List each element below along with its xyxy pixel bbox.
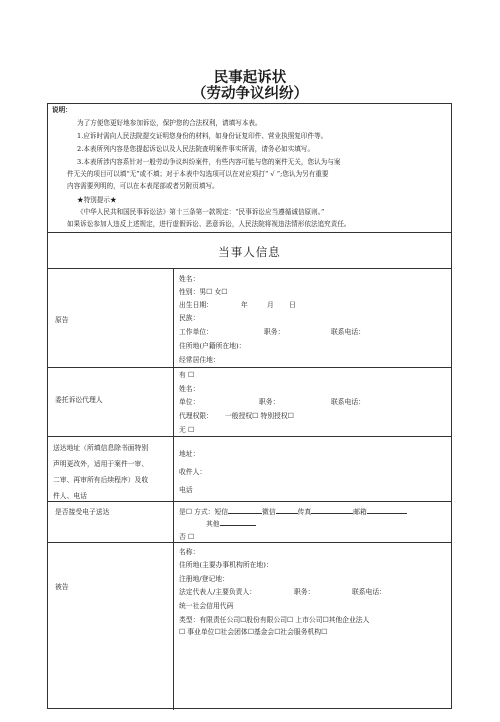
plaintiff-dob-field[interactable]: 出生日期： (179, 301, 213, 309)
law-quote-line1: 《中华人民共和国民事诉讼法》第十三条第一款规定：“民事诉讼应当遵循诚信原则。” (77, 208, 325, 216)
plaintiff-name-field[interactable]: 姓名： (179, 275, 200, 283)
agent-has-checkbox[interactable]: 有 ☐ (179, 371, 195, 379)
instruction-intro: 为了方便您更好地参加诉讼，保护您的合法权利，请填写本表。 (77, 119, 262, 127)
instruction-1: 1.应诉时需向人民法院提交证明您身份的材料，如身份证复印件、营业执照复印件等。 (77, 132, 328, 140)
sms-blank[interactable] (228, 505, 262, 514)
defendant-position-field[interactable]: 职务： (294, 588, 315, 596)
document-subtitle: （劳动争议纠纷） (192, 85, 308, 102)
e-service-sms-label: 是☐ 方式：短信 (179, 508, 229, 516)
column-separator (173, 268, 174, 710)
law-quote-line2: 如果诉讼参加人违反上述规定，进行虚假诉讼、恶意诉讼，人民法院将视违法情形依法追究责任。 (67, 220, 351, 228)
divider (48, 436, 451, 437)
defendant-label: 被告 (55, 583, 69, 591)
fax-blank[interactable] (311, 505, 353, 514)
other-blank[interactable] (220, 517, 256, 526)
document-title: 民事起诉状 (213, 69, 287, 86)
divider (48, 232, 451, 233)
dob-year-label: 年 (241, 301, 248, 309)
dob-month-label: 月 (267, 301, 274, 309)
service-address-label-1: 送达地址（所填信息除书面特别 (53, 444, 149, 452)
e-service-wechat-label: 微信 (262, 508, 276, 516)
divider (48, 268, 451, 269)
e-service-fax-label: 传真 (297, 508, 312, 516)
agent-none-checkbox[interactable]: 无 ☐ (179, 426, 195, 434)
agent-phone-field[interactable]: 联系电话： (331, 398, 365, 406)
wechat-blank[interactable] (276, 505, 298, 514)
divider (48, 501, 451, 502)
e-service-email-label: 邮箱 (353, 508, 367, 516)
defendant-type-options-line2[interactable]: ☐ 事业单位☐社会团体☐基金会☐社会服务机构☐ (179, 628, 328, 636)
divider (48, 542, 451, 543)
instruction-3-line3: 内容需要列明的，可以在本表尾部或者另附页填写。 (67, 182, 219, 190)
agent-name-field[interactable]: 姓名： (179, 385, 200, 393)
defendant-credit-code-field[interactable]: 统一社会信用代码 (179, 602, 234, 610)
agent-position-field[interactable]: 职务： (259, 398, 280, 406)
e-service-other-option[interactable] (206, 517, 256, 531)
instructions-heading: 说明： (52, 106, 72, 114)
service-address-label-4: 件人、电话 (53, 492, 87, 500)
plaintiff-ethnicity-field[interactable]: 民族： (179, 314, 200, 322)
service-phone-field[interactable]: 电话 (179, 486, 193, 494)
instruction-3-line1: 3.本表所涉内容系针对一般劳动争议纠纷案件，有些内容可能与您的案件无关，您认为与案 (77, 158, 341, 166)
service-recipient-field[interactable]: 收件人： (179, 468, 207, 476)
complaint-form (47, 103, 452, 709)
e-service-no-option[interactable]: 否 ☐ (179, 533, 195, 541)
instruction-2: 2.本表所列内容是您提起诉讼以及人民法院查明案件事实所需，请务必如实填写。 (77, 145, 315, 153)
special-tip-heading: ★特别提示★ (77, 196, 117, 204)
agent-authority-options[interactable]: 一般授权☐ 特别授权☐ (225, 412, 294, 420)
plaintiff-gender-field[interactable]: 性别：男☐ 女☐ (179, 288, 228, 296)
agent-label: 委托诉讼代理人 (55, 396, 103, 404)
email-blank[interactable] (367, 505, 407, 514)
agent-unit-field[interactable]: 单位： (179, 398, 200, 406)
defendant-registration-field[interactable]: 注册地/登记地： (179, 575, 229, 583)
defendant-type-options-line1[interactable]: 类型：有限责任公司☐股份有限公司☐ 上市公司☐其他企业法人 (179, 616, 370, 624)
service-address-label-3: 二审、再审所有后续程序）及收 (53, 476, 149, 484)
instruction-3-line2: 件无关的项目可以填“无”或不填；对于本表中勾选项可以在对应项打“ √ ”;您认为另有重要 (67, 170, 329, 178)
defendant-name-field[interactable]: 名称： (179, 548, 200, 556)
dob-day-label: 日 (289, 301, 296, 309)
section-title: 当事人信息 (218, 245, 281, 259)
plaintiff-position-field[interactable]: 职务： (264, 328, 285, 336)
plaintiff-phone-field[interactable]: 联系电话： (331, 328, 365, 336)
plaintiff-residence-field[interactable]: 经常居住地： (179, 356, 220, 364)
agent-authority-label: 代理权限： (179, 412, 213, 420)
e-service-other-label: 其他 (206, 520, 220, 528)
defendant-phone-field[interactable]: 联系电话： (352, 588, 386, 596)
defendant-legal-rep-field[interactable]: 法定代表人/主要负责人： (179, 588, 257, 596)
divider (48, 367, 451, 368)
plaintiff-domicile-field[interactable]: 住所地(户籍所在地)： (179, 342, 246, 350)
service-address-field[interactable]: 地址： (179, 450, 200, 458)
e-service-label: 是否接受电子送达 (55, 508, 110, 516)
plaintiff-label: 原告 (55, 316, 69, 324)
defendant-address-field[interactable]: 住所地(主要办事机构所在地)： (179, 561, 273, 569)
plaintiff-employer-field[interactable]: 工作单位： (179, 328, 213, 336)
service-address-label-2: 声明更改外，适用于案件一审、 (53, 460, 149, 468)
